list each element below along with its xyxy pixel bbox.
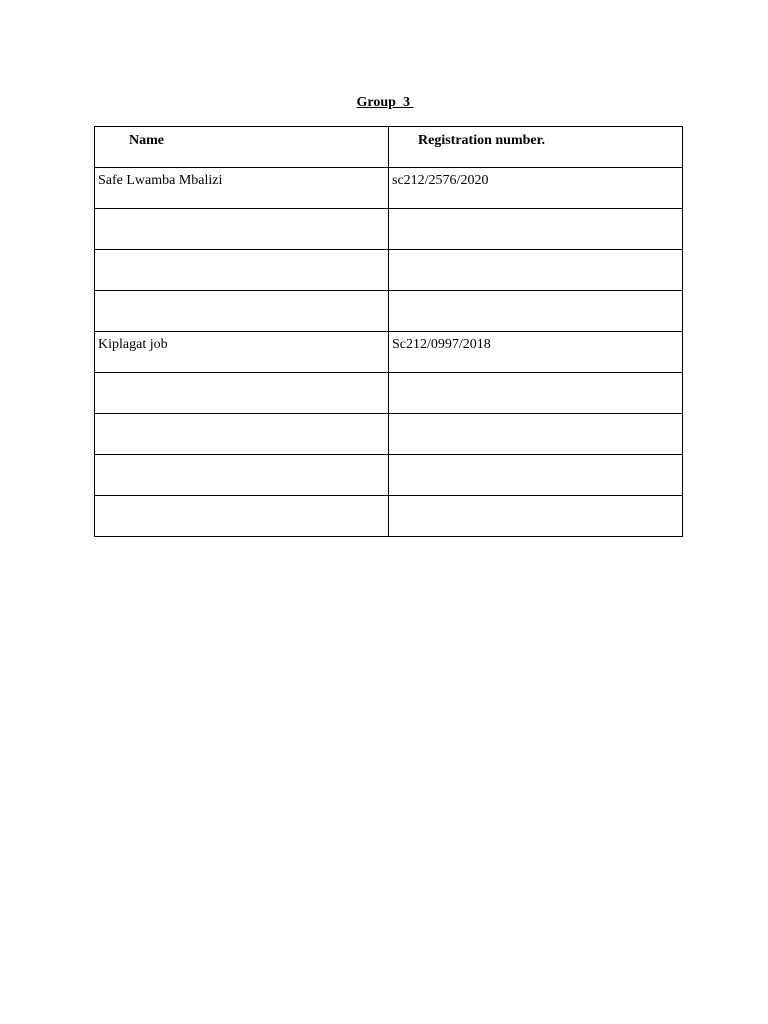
- registration-cell: [389, 209, 683, 250]
- name-text: [95, 291, 388, 295]
- registration-text: [389, 291, 682, 295]
- registration-text: [389, 414, 682, 418]
- table-row: [95, 373, 683, 414]
- table-row: [95, 455, 683, 496]
- name-cell: [95, 496, 389, 537]
- members-table: [94, 126, 683, 537]
- registration-cell: [389, 250, 683, 291]
- registration-text: [389, 496, 682, 500]
- name-cell: [95, 373, 389, 414]
- table-row: [95, 250, 683, 291]
- name-text: [95, 250, 388, 254]
- name-cell: [95, 250, 389, 291]
- name-cell: [95, 332, 389, 373]
- registration-text: [389, 209, 682, 213]
- registration-text: [389, 455, 682, 459]
- table-row: [95, 414, 683, 455]
- name-text: [95, 496, 388, 500]
- name-text: Kiplagat job: [98, 337, 168, 352]
- registration-cell: [389, 455, 683, 496]
- registration-text: [389, 250, 682, 254]
- registration-cell: [389, 496, 683, 537]
- page-title: Group 3: [356, 95, 414, 110]
- table-row: [95, 291, 683, 332]
- registration-text: [389, 373, 682, 377]
- name-text: [95, 455, 388, 459]
- registration-cell: [389, 373, 683, 414]
- header-registration-label: Registration number.: [418, 133, 546, 148]
- table-row: [95, 496, 683, 537]
- table-row: [95, 168, 683, 209]
- registration-cell: [389, 168, 683, 209]
- name-cell: [95, 168, 389, 209]
- registration-text: sc212/2576/2020: [392, 173, 489, 188]
- name-cell: [95, 455, 389, 496]
- header-cell-registration: [389, 127, 683, 168]
- table-header-row: [95, 127, 683, 168]
- name-text: [95, 414, 388, 418]
- registration-cell: [389, 332, 683, 373]
- name-cell: [95, 414, 389, 455]
- name-text: [95, 373, 388, 377]
- header-name-label: Name: [129, 133, 164, 148]
- registration-cell: [389, 291, 683, 332]
- table-row: [95, 209, 683, 250]
- header-cell-name: [95, 127, 389, 168]
- registration-cell: [389, 414, 683, 455]
- name-text: [95, 209, 388, 213]
- name-cell: [95, 291, 389, 332]
- table-row: [95, 332, 683, 373]
- name-text: Safe Lwamba Mbalizi: [98, 173, 223, 188]
- registration-text: Sc212/0997/2018: [392, 337, 491, 352]
- name-cell: [95, 209, 389, 250]
